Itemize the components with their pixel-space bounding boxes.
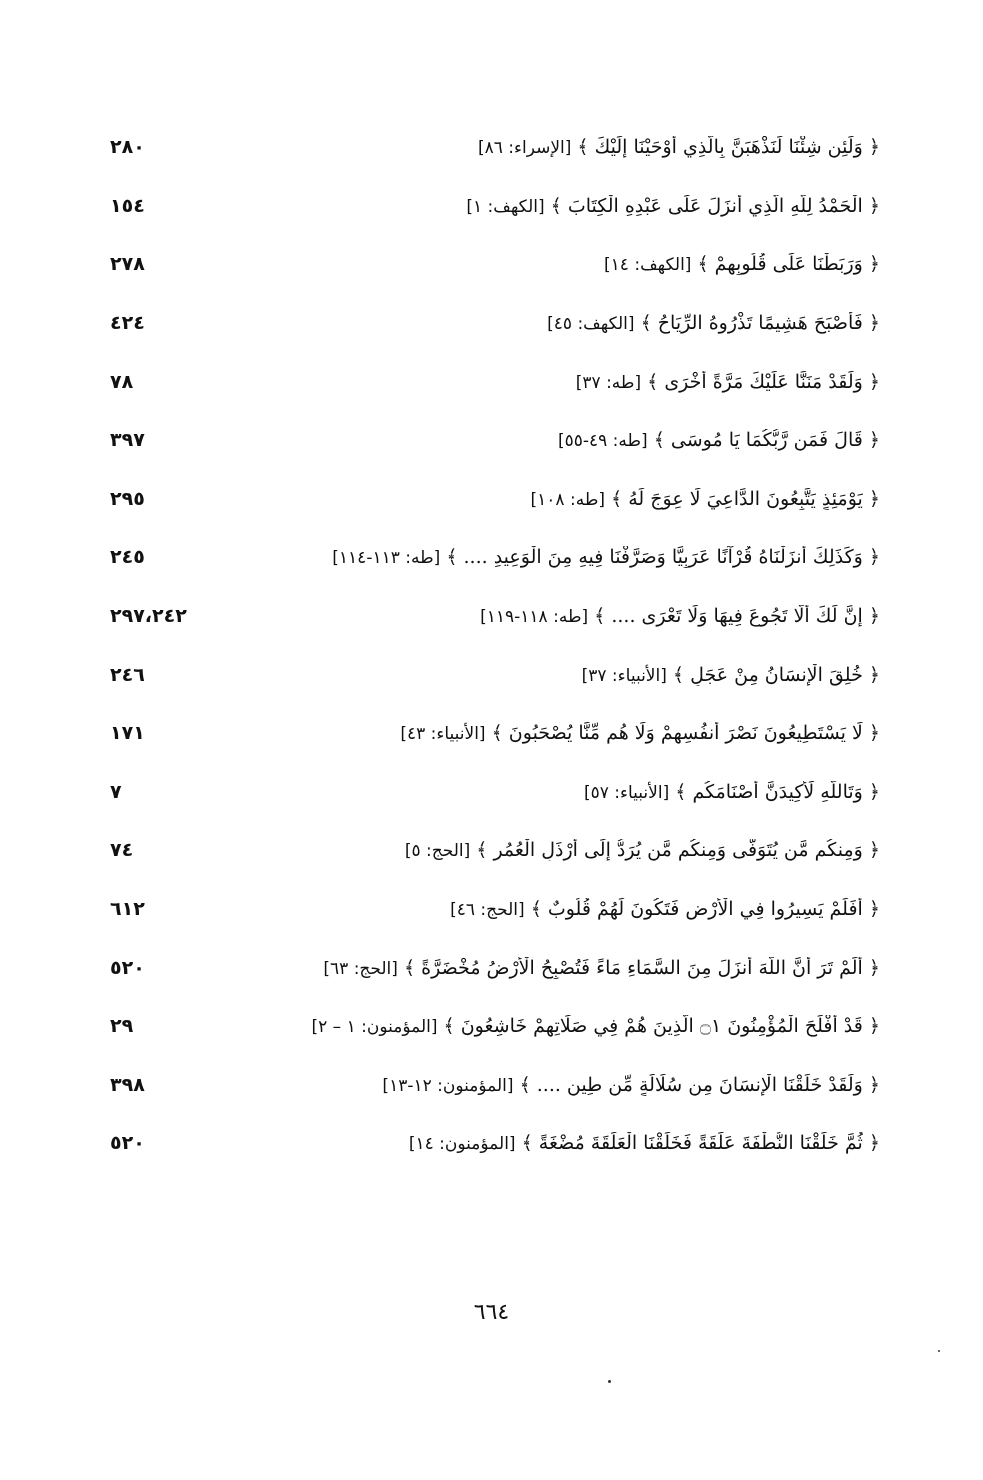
verse-citation bbox=[311, 1015, 880, 1037]
page-reference: ٧ bbox=[110, 780, 122, 803]
verse-citation bbox=[547, 312, 880, 334]
surah-reference: [الكهف: ٤٥] bbox=[547, 314, 635, 335]
page-reference: ٧٨ bbox=[110, 370, 134, 393]
verse-citation bbox=[531, 488, 880, 510]
index-row bbox=[110, 763, 880, 822]
verse-citation bbox=[558, 429, 880, 451]
surah-reference: [المؤمنون: ١٤] bbox=[408, 1134, 516, 1155]
index-row bbox=[110, 470, 880, 529]
page-reference: ٥٢٠ bbox=[110, 1132, 145, 1155]
verse-citation bbox=[323, 957, 880, 979]
surah-reference: [الإسراء: ٨٦] bbox=[477, 138, 572, 159]
verse-citation bbox=[604, 253, 880, 275]
index-row bbox=[110, 294, 880, 353]
surah-reference: [طه: ١٠٨] bbox=[530, 489, 605, 510]
index-row bbox=[110, 528, 880, 587]
index-row bbox=[110, 821, 880, 880]
verse-citation bbox=[382, 1074, 880, 1096]
verse-text: ﴿ فَأَصْبَحَ هَشِيمًا تَذْرُوهُ الرِّيَاحُ ﴾ bbox=[640, 312, 880, 335]
page-reference: ٢٨٠ bbox=[110, 136, 145, 159]
index-row bbox=[110, 587, 880, 646]
surah-reference: [الحج: ٦٣] bbox=[323, 958, 398, 979]
verse-citation bbox=[405, 839, 880, 861]
verse-text: ﴿ قَالَ فَمَن رَّبُّكُمَا يَا مُوسَى ﴾ bbox=[653, 429, 880, 452]
surah-reference: [الأنبياء: ٤٣] bbox=[400, 724, 486, 745]
verse-citation bbox=[584, 781, 880, 803]
index-row bbox=[110, 645, 880, 704]
verse-text: ﴿ وَتَاللَّهِ لَأَكِيدَنَّ أَصْنَامَكُم ﴾ bbox=[675, 780, 880, 803]
verse-citation bbox=[409, 1132, 880, 1154]
verse-text: ﴿ وَلَقَدْ خَلَقْنَا الْإِنسَانَ مِن سُلَالَةٍ مِّن طِينٍ .... ﴾ bbox=[519, 1073, 880, 1096]
index-row bbox=[110, 880, 880, 939]
verse-text: ﴿ وَمِنكُم مَّن يُتَوَفَّى وَمِنكُم مَّن يُرَدُّ إِلَى أَرْذَلِ الْعُمُرِ ﴾ bbox=[476, 839, 880, 862]
index-row bbox=[110, 1114, 880, 1173]
surah-reference: [طه: ١١٣-١١٤] bbox=[332, 548, 441, 569]
verse-text: ﴿ أَلَمْ تَرَ أَنَّ اللَّهَ أَنزَلَ مِنَ السَّمَاءِ مَاءً فَتُصْبِحُ الْأَرْضُ مُخْضَرَّةً ﴾ bbox=[403, 956, 880, 979]
verse-text: ﴿ إِنَّ لَكَ أَلَّا تَجُوعَ فِيهَا وَلَا تَعْرَى .... ﴾ bbox=[594, 605, 880, 628]
page-reference: ٧٤ bbox=[110, 839, 134, 862]
page-number: ٦٦٤ bbox=[473, 1300, 510, 1325]
verse-text: ﴿ ثُمَّ خَلَقْنَا النُّطْفَةَ عَلَقَةً فَخَلَقْنَا الْعَلَقَةَ مُضْغَةً ﴾ bbox=[521, 1132, 880, 1155]
verse-text: ﴿ وَرَبَطْنَا عَلَى قُلُوبِهِمْ ﴾ bbox=[697, 253, 880, 276]
index-row bbox=[110, 938, 880, 997]
page-reference: ١٥٤ bbox=[110, 194, 145, 217]
page-reference: ١٧١ bbox=[110, 722, 145, 745]
page-reference: ٦١٢ bbox=[110, 898, 145, 921]
verse-text: ﴿ يَوْمَئِذٍ يَتَّبِعُونَ الدَّاعِيَ لَا عِوَجَ لَهُ ﴾ bbox=[611, 487, 880, 510]
verse-citation bbox=[480, 605, 880, 627]
scan-speck bbox=[608, 1380, 611, 1383]
verse-text: ﴿ قَدْ أَفْلَحَ الْمُؤْمِنُونَ ۝١ الَّذِينَ هُمْ فِي صَلَاتِهِمْ خَاشِعُونَ ﴾ bbox=[443, 1015, 880, 1038]
page-reference: ٢٤٦ bbox=[110, 663, 145, 686]
page-reference: ٢٩٧،٢٤٢ bbox=[110, 605, 187, 628]
surah-reference: [طه: ٤٩-٥٥] bbox=[557, 431, 648, 452]
index-row bbox=[110, 411, 880, 470]
surah-reference: [الكهف: ١٤] bbox=[604, 255, 692, 276]
surah-reference: [الأنبياء: ٥٧] bbox=[583, 782, 670, 803]
verse-index-list bbox=[110, 118, 880, 1173]
index-row bbox=[110, 1056, 880, 1115]
index-row bbox=[110, 352, 880, 411]
verse-citation bbox=[466, 195, 880, 217]
index-row bbox=[110, 235, 880, 294]
index-row bbox=[110, 118, 880, 177]
verse-text: ﴿ الْحَمْدُ لِلَّهِ الَّذِي أَنزَلَ عَلَى عَبْدِهِ الْكِتَابَ ﴾ bbox=[550, 194, 880, 217]
verse-citation bbox=[400, 722, 880, 744]
verse-text: ﴿ أَفَلَمْ يَسِيرُوا فِي الْأَرْضِ فَتَكُونَ لَهُمْ قُلُوبٌ ﴾ bbox=[530, 898, 880, 921]
surah-reference: [المؤمنون: ١٢-١٣] bbox=[382, 1075, 514, 1096]
surah-reference: [الأنبياء: ٣٧] bbox=[581, 665, 667, 686]
surah-reference: [طه: ٣٧] bbox=[575, 372, 642, 393]
verse-citation bbox=[478, 136, 880, 158]
scan-speck bbox=[938, 1350, 940, 1352]
index-row bbox=[110, 177, 880, 236]
surah-reference: [الكهف: ١] bbox=[466, 196, 545, 217]
verse-text: ﴿ لَا يَسْتَطِيعُونَ نَصْرَ أَنفُسِهِمْ وَلَا هُم مِّنَّا يُصْحَبُونَ ﴾ bbox=[491, 722, 880, 745]
page-reference: ٥٢٠ bbox=[110, 956, 145, 979]
verse-citation bbox=[576, 371, 880, 393]
surah-reference: [طه: ١١٨-١١٩] bbox=[480, 607, 589, 628]
verse-text: ﴿ وَلَئِن شِئْنَا لَنَذْهَبَنَّ بِالَّذِي أَوْحَيْنَا إِلَيْكَ ﴾ bbox=[577, 136, 880, 159]
surah-reference: [الحج: ٤٦] bbox=[450, 900, 525, 921]
verse-text: ﴿ خُلِقَ الْإِنسَانُ مِنْ عَجَلٍ ﴾ bbox=[672, 663, 880, 686]
page-reference: ٢٩٥ bbox=[110, 487, 145, 510]
index-row bbox=[110, 997, 880, 1056]
verse-text: ﴿ وَكَذَلِكَ أَنزَلْنَاهُ قُرْآنًا عَرَبِيًّا وَصَرَّفْنَا فِيهِ مِنَ الْوَعِيدِ .... ﴾ bbox=[446, 546, 880, 569]
verse-text: ﴿ وَلَقَدْ مَنَنَّا عَلَيْكَ مَرَّةً أُخْرَى ﴾ bbox=[647, 370, 880, 393]
verse-citation bbox=[450, 898, 880, 920]
page-reference: ٣٩٨ bbox=[110, 1073, 145, 1096]
verse-citation bbox=[582, 664, 880, 686]
verse-citation bbox=[332, 546, 880, 568]
surah-reference: [المؤمنون: ١ – ٢] bbox=[311, 1017, 438, 1038]
page-reference: ٢٤٥ bbox=[110, 546, 145, 569]
page-reference: ٢٩ bbox=[110, 1015, 134, 1038]
index-row bbox=[110, 704, 880, 763]
page-reference: ٤٢٤ bbox=[110, 312, 145, 335]
page-reference: ٢٧٨ bbox=[110, 253, 145, 276]
page-reference: ٣٩٧ bbox=[110, 429, 145, 452]
surah-reference: [الحج: ٥] bbox=[404, 841, 471, 862]
